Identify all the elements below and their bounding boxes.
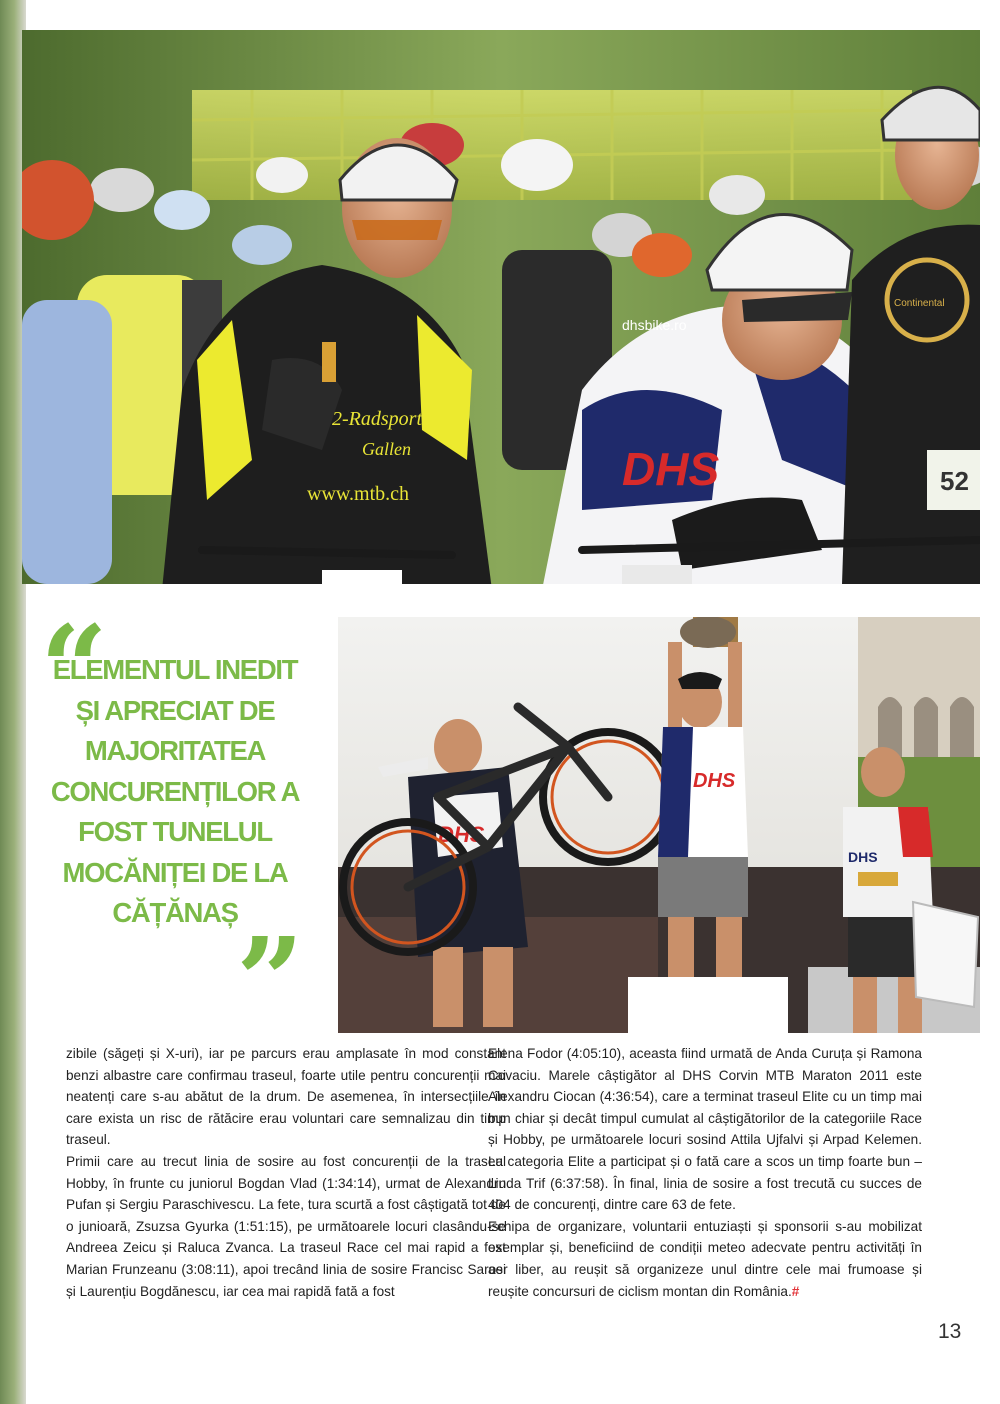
svg-text:Gallen: Gallen — [362, 439, 411, 459]
svg-text:dhsbike.ro: dhsbike.ro — [622, 317, 687, 333]
paragraph-text: Echipa de organizare, voluntarii entuziaști și sponsorii s-au mobilizat exemplar și, beneficiind de condiții meteo adecvate pentru activități în aer liber, au reușit să organizeze unul dintre cele mai frumoase și reușite concursuri de ciclism montan din România. — [488, 1218, 922, 1299]
pull-quote: ELEMENTUL INEDIT ȘI APRECIAT DE MAJORITATEA CONCURENȚILOR A FOST TUNELUL MOCĂNIȚEI DE LA CĂȚĂNAȘ — [50, 654, 300, 928]
svg-text:www.mtb.ch: www.mtb.ch — [307, 483, 410, 505]
svg-text:DHS: DHS — [848, 849, 878, 865]
paragraph — [488, 1216, 922, 1302]
svg-text:Continental: Continental — [894, 298, 945, 309]
page-number: 13 — [938, 1320, 962, 1343]
svg-text:DHS: DHS — [622, 443, 720, 495]
paragraph: Elena Fodor (4:05:10), aceasta fiind urmată de Anda Curuța și Ramona Covaciu. Marele câștigător al DHS Corvin MTB Maraton 2011 este Alexandru Ciocan (4:36:54), care a terminat traseul Elite cu un timp mai bun chiar și decât timpul cumulat al câștigătorilor de la categoriile Race și Hobby, pe următoarele locuri sosind Attila Ujfalvi și Arpad Kelemen. La categoria Elite a participat și o fată care a scos un timp foarte bun – Linda Trif (6:37:58). În final, linia de sosire a fost trecută cu succes de 404 de concurenți, dintre care 63 de fete. — [488, 1046, 922, 1213]
end-mark: # — [791, 1283, 800, 1299]
article-left-column — [66, 1043, 506, 1302]
opening-quote-mark: “ — [40, 599, 108, 738]
svg-text:2-Radsport: 2-Radsport — [332, 408, 422, 430]
svg-text:DHS: DHS — [693, 770, 736, 792]
closing-quote-mark: ” — [236, 911, 304, 1050]
article-right-column — [488, 1043, 922, 1302]
paragraph: Primii care au trecut linia de sosire au fost concurenții de la traseul Hobby, în frunte cu juniorul Bogdan Vlad (1:34:14), urmat de Alexandru Pufan și Sergiu Paraschivescu. La fete, tura scurtă a fost câștigată tot de o junioară, Zsuzsa Gyurka (1:51:15), pe următoarele locuri clasându-se Andreea Zeicu și Raluca Zvanca. La traseul Race cel mai rapid a fost Marian Frunzeanu (3:08:11), apoi trecând linia de sosire Francisc Sarosi și Laurențiu Bogdănescu, iar cea mai rapidă fată a fost — [66, 1153, 506, 1299]
svg-text:52: 52 — [940, 466, 969, 496]
start-line-photo — [22, 30, 980, 584]
podium-photo — [338, 617, 980, 1033]
paragraph: zibile (săgeți și X-uri), iar pe parcurs erau amplasate în mod constant benzi albastre care confirmau traseul, foarte utile pentru concurenții mai neatenți care s-au abătut de la drum. De asemenea, în intersecțiile în care exista un risc de rătăcire erau voluntari care semnalizau din timp traseul. — [66, 1046, 506, 1148]
svg-text:DHS: DHS — [438, 822, 485, 847]
